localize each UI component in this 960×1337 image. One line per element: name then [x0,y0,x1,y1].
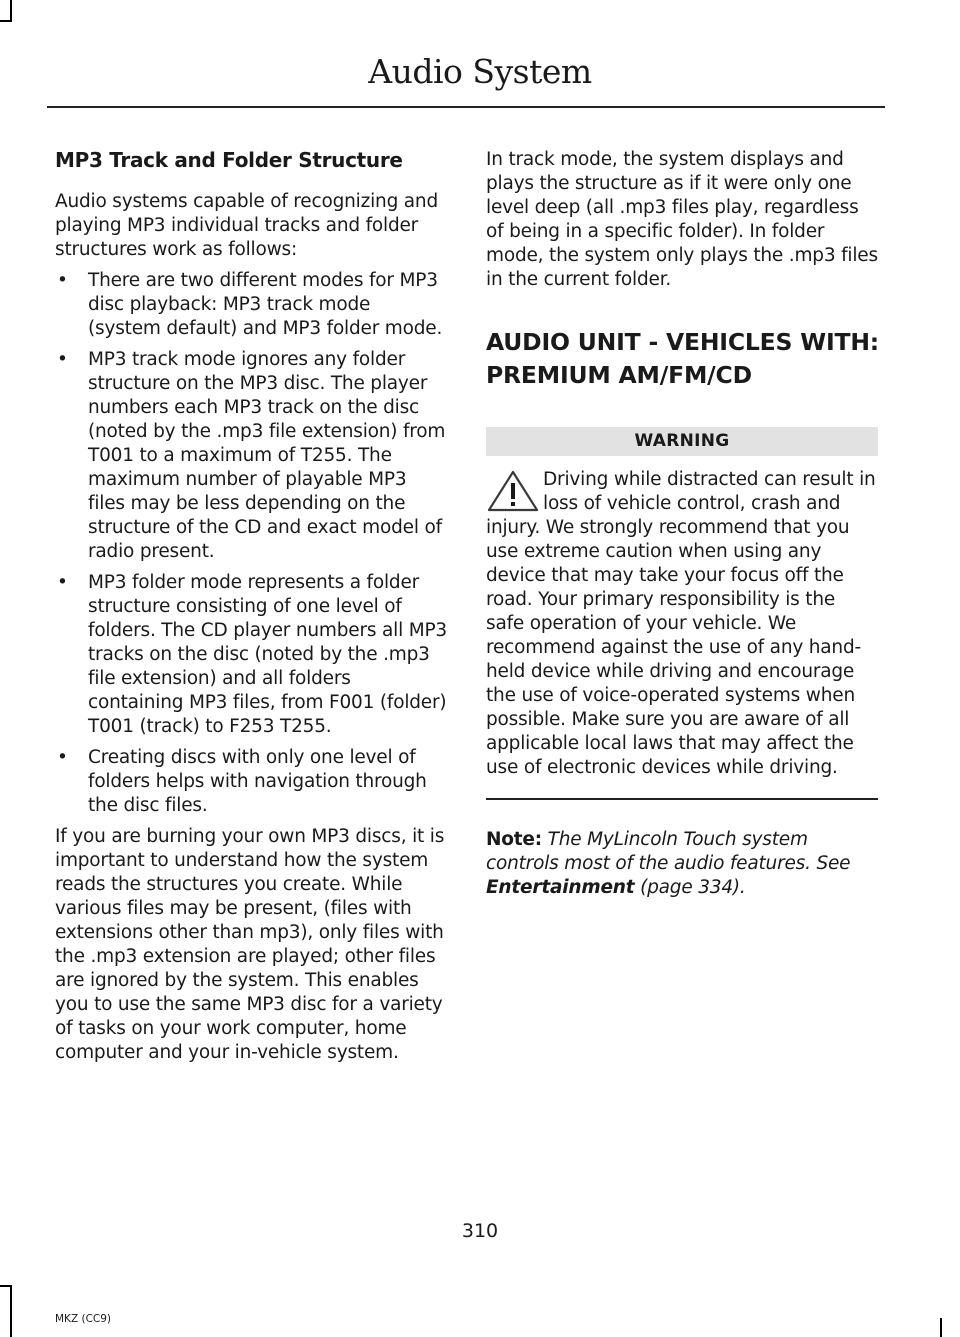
note-page-ref: (page 334). [634,876,746,898]
section-title-line: AUDIO UNIT - VEHICLES WITH: [486,328,879,356]
bullet-icon: • [57,349,68,370]
warning-divider [486,798,878,800]
section-title-line: PREMIUM AM/FM/CD [486,361,752,389]
section-title [486,326,880,392]
list-item-text: There are two different modes for MP3 disc playback: MP3 track mode (system default) and MP3 folder mode. [88,270,443,339]
crop-mark [10,1285,12,1337]
body-paragraph: In track mode, the system displays and plays the structure as if it were only one level deep (all .mp3 files play, regardless of being in a specific folder). In folder mode, the system only plays the .mp3 files in the current folder. [486,149,878,290]
list-item [55,571,448,739]
body-paragraph: If you are burning your own MP3 discs, it is important to understand how the system reads the structures you create. While various files may be present, (files with extensions other than mp3), only files with the .mp3 extension are played; other files are ignored by the system. This enables you to use the same MP3 disc for a variety of tasks on your work computer, home computer and your in-vehicle system. [55,826,445,1063]
list-item [55,348,448,564]
entertainment-link[interactable]: Entertainment [486,876,635,898]
crop-mark [0,1285,12,1287]
bullet-icon: • [57,270,68,291]
left-column [55,148,448,1065]
note-text: The MyLincoln Touch system controls most of the audio features. See [486,828,851,874]
crop-mark [0,20,12,22]
page-header-title: Audio System [368,52,592,91]
warning-body [486,468,878,780]
note-label: Note: [486,828,542,850]
intro-paragraph: Audio systems capable of recognizing and playing MP3 individual tracks and folder structures work as follows: [55,191,438,260]
bullet-icon: • [57,747,68,768]
footer-model: MKZ (CC9) [55,1313,112,1325]
list-item-text: MP3 folder mode represents a folder structure consisting of one level of folders. The CD player numbers all MP3 tracks on the disc (noted by the .mp3 file extension) and all folders containing MP3 files, from F001 (folder) T001 (track) to F253 T255. [88,572,447,737]
list-item-text: Creating discs with only one level of folders helps with navigation through the disc files. [88,747,427,816]
crop-mark [940,1318,942,1337]
warning-text: Driving while distracted can result in loss of vehicle control, crash and injury. We strongly recommend that you use extreme caution when using any device that may take your focus off the road. Your primary responsibility is the safe operation of your vehicle. We recommend against the use of any hand-held device while driving and encourage the use of voice-operated systems when possible. Make sure you are aware of all applicable local laws that may affect the use of electronic devices while driving. [486,469,876,778]
warning-triangle-icon [486,469,540,513]
warning-label: WARNING [486,427,878,456]
right-column [486,148,880,900]
list-item-text: MP3 track mode ignores any folder structure on the MP3 disc. The player numbers each MP3 track on the disc (noted by the .mp3 file extension) from T001 to a maximum of T255. The maximum number of playable MP3 files may be less depending on the structure of the CD and exact model of radio present. [88,349,446,562]
list-item [55,746,448,818]
note [486,828,880,900]
crop-mark [10,0,12,22]
bullet-icon: • [57,572,68,593]
list-item [55,269,448,341]
subheading: MP3 Track and Folder Structure [55,148,403,172]
bullet-list [55,269,448,818]
header-divider [47,106,885,108]
page-number: 310 [461,1220,499,1242]
